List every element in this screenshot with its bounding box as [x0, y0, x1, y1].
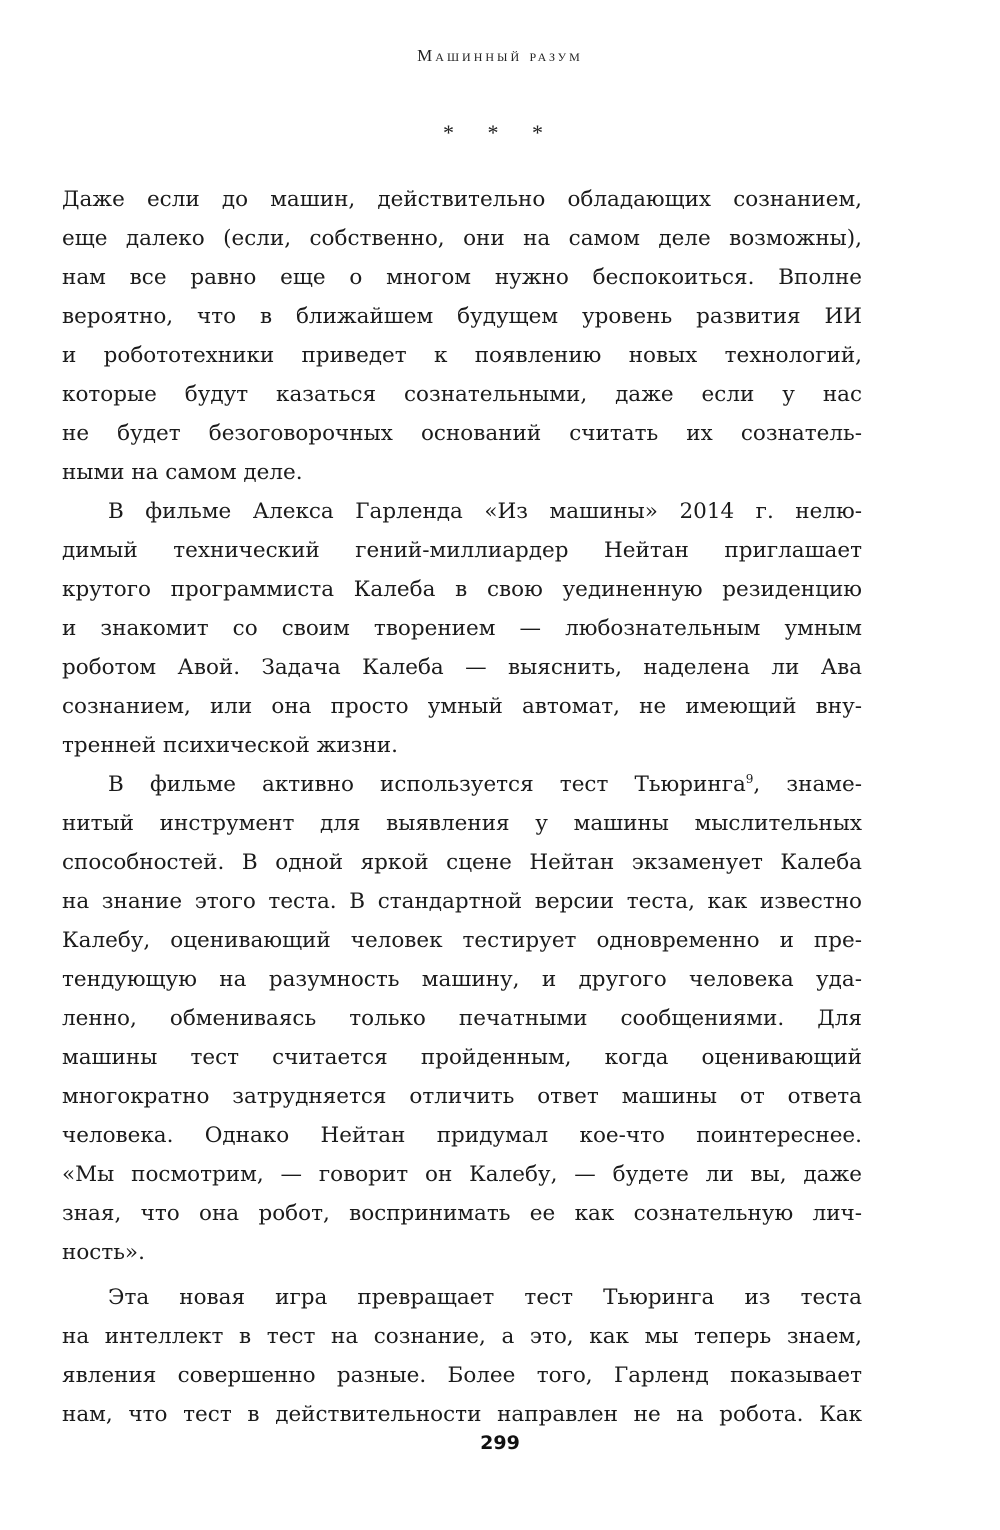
text-line: не будет безоговорочных оснований считать их сознатель- — [62, 421, 862, 446]
paragraph-2 — [62, 492, 862, 765]
text-line: которые будут казаться сознательными, даже если у нас — [62, 382, 863, 407]
text-line: и робототехники приведет к появлению новых технологий, — [62, 343, 862, 368]
footnote-marker: 9 — [745, 771, 754, 786]
text-line: еще далеко (если, собственно, они на самом деле возможны), — [62, 226, 862, 251]
paragraph-1 — [62, 180, 862, 492]
page-number: 299 — [480, 1432, 520, 1454]
text-line: зная, что она робот, воспринимать ее как сознательную лич- — [62, 1201, 863, 1226]
text-line: многократно затрудняется отличить ответ машины от ответа — [62, 1084, 862, 1109]
text-line: ность». — [62, 1240, 145, 1265]
text-line: Даже если до машин, действительно обладающих сознанием, — [62, 187, 862, 212]
text-line: роботом Авой. Задача Калеба — выяснить, наделена ли Ава — [62, 655, 862, 680]
text-line: тренней психической жизни. — [62, 733, 398, 758]
text-line: явления совершенно разные. Более того, Гарленд показывает — [62, 1363, 862, 1388]
text-fragment: , знаме- — [753, 772, 862, 797]
text-line: нитый инструмент для выявления у машины мыслительных — [62, 811, 862, 836]
text-line: машины тест считается пройденным, когда оценивающий — [62, 1045, 862, 1070]
text-line: димый технический гений-миллиардер Нейтан приглашает — [62, 538, 862, 563]
text-line: и знакомит со своим творением — любознательным умным — [62, 616, 862, 641]
text-line: на интеллект в тест на сознание, а это, как мы теперь знаем, — [62, 1324, 862, 1349]
text-line: «Мы посмотрим, — говорит он Калебу, — будете ли вы, даже — [62, 1162, 862, 1187]
text-line: нам все равно еще о многом нужно беспокоиться. Вполне — [62, 265, 863, 290]
paragraph-3 — [62, 765, 862, 1272]
paragraph-4 — [62, 1278, 862, 1434]
running-head: Машинный разум — [417, 46, 583, 65]
text-line: ленно, обмениваясь только печатными сообщениями. Для — [62, 1006, 862, 1031]
text-line: В фильме Алекса Гарленда «Из машины» 2014 г. нелю- — [108, 499, 862, 524]
text-line: Калебу, оценивающий человек тестирует одновременно и пре- — [62, 928, 862, 953]
text-line: крутого программиста Калеба в свою уединенную резиденцию — [62, 577, 862, 602]
text-line: сознанием, или она просто умный автомат, не имеющий вну- — [62, 694, 862, 719]
text-line: ными на самом деле. — [62, 460, 303, 485]
text-line: нам, что тест в действительности направлен не на робота. Как — [62, 1402, 863, 1427]
text-line: вероятно, что в ближайшем будущем уровень развития ИИ — [62, 304, 862, 329]
text-line: человека. Однако Нейтан придумал кое-что поинтереснее. — [62, 1123, 862, 1148]
body-text — [62, 180, 862, 1434]
text-line: тендующую на разумность машину, и другого человека уда- — [62, 967, 862, 992]
text-line: Эта новая игра превращает тест Тьюринга из теста — [108, 1285, 862, 1310]
text-fragment: В фильме активно используется тест Тьюринга — [108, 772, 746, 797]
text-line: способностей. В одной яркой сцене Нейтан экзаменует Калеба — [62, 850, 862, 875]
text-line — [62, 765, 862, 804]
text-line: на знание этого теста. В стандартной версии теста, как известно — [62, 889, 862, 914]
section-separator: * * * — [443, 120, 557, 145]
